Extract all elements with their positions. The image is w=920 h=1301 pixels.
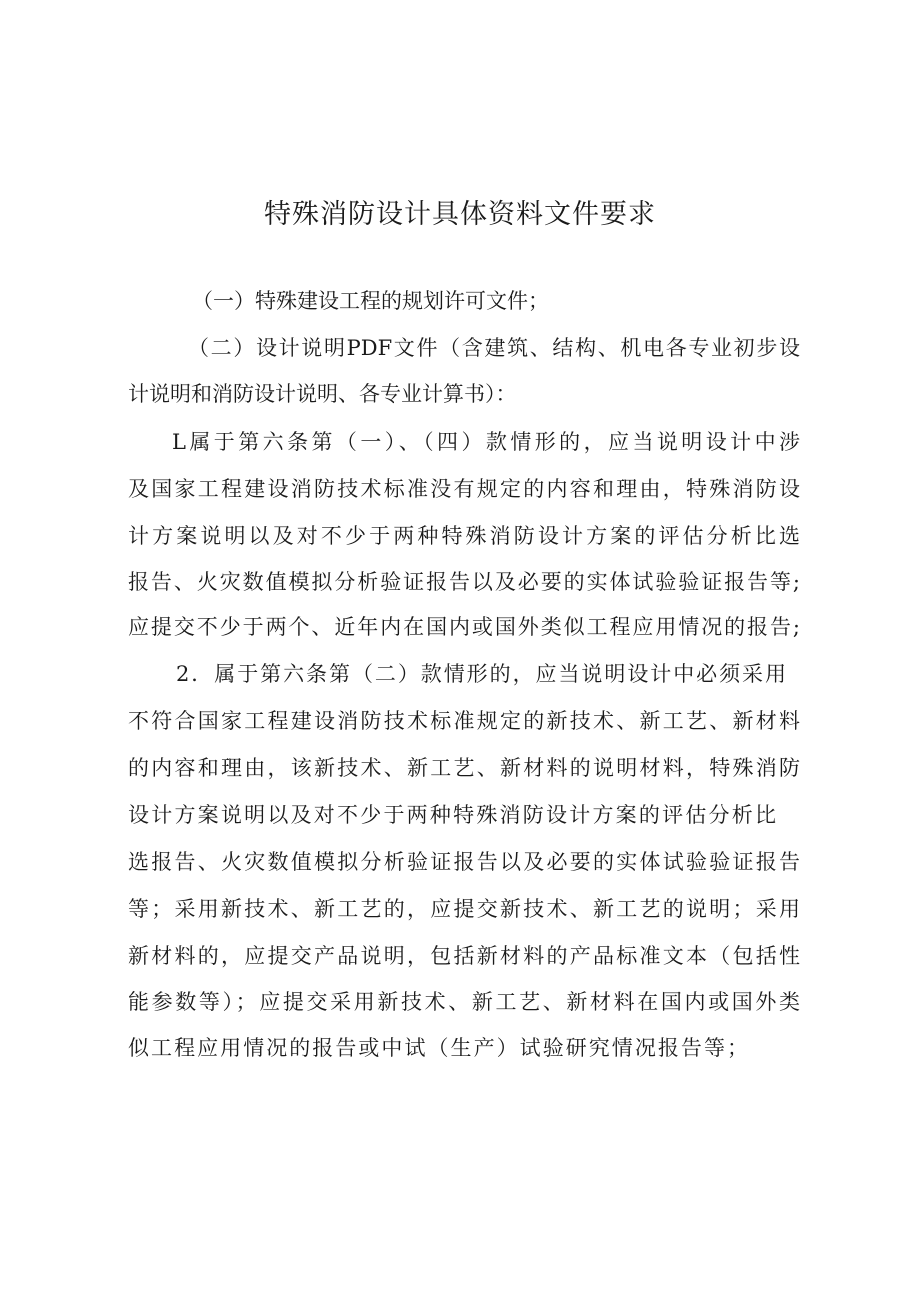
clause-2-line-7: 新材料的，应提交产品说明，包括新材料的产品标准文本（包括性 bbox=[128, 944, 800, 968]
clause-2-line-4: 设计方案说明以及对不少于两种特殊消防设计方案的评估分析比 bbox=[128, 803, 776, 827]
item-planning-permit: （一）特殊建设工程的规划许可文件； bbox=[192, 289, 549, 313]
clause-1-line-3: 计方案说明以及对不少于两种特殊消防设计方案的评估分析比选 bbox=[128, 524, 800, 548]
clause-2-line-2: 不符合国家工程建设消防技术标准规定的新技术、新工艺、新材料 bbox=[128, 709, 800, 733]
clause-1-line-5: 应提交不少于两个、近年内在国内或国外类似工程应用情况的报告; bbox=[128, 615, 800, 639]
clause-1-line-4: 报告、火灾数值模拟分析验证报告以及必要的实体试验验证报告等; bbox=[128, 570, 800, 594]
clause-2-line-9: 似工程应用情况的报告或中试（生产）试验研究情况报告等； bbox=[128, 1036, 748, 1060]
item-design-description-line-1: （二）设计说明PDF文件（含建筑、结构、机电各专业初步设 bbox=[188, 336, 800, 360]
clause-2-line-1: 2．属于第六条第（二）款情形的，应当说明设计中必须采用 bbox=[176, 662, 786, 686]
page-title: 特殊消防设计具体资料文件要求 bbox=[264, 199, 656, 230]
clause-1-line-2: 及国家工程建设消防技术标准没有规定的内容和理由，特殊消防设 bbox=[128, 477, 800, 501]
clause-2-line-8: 能参数等）；应提交采用新技术、新工艺、新材料在国内或国外类 bbox=[128, 990, 800, 1014]
clause-2-line-5: 选报告、火灾数值模拟分析验证报告以及必要的实体试验验证报告 bbox=[128, 850, 800, 874]
clause-2-line-6: 等；采用新技术、新工艺的，应提交新技术、新工艺的说明；采用 bbox=[128, 897, 800, 921]
item-design-description-line-2: 计说明和消防设计说明、各专业计算书）： bbox=[128, 382, 517, 406]
clause-1-line-1: L属于第六条第（一）、（四）款情形的，应当说明设计中涉 bbox=[172, 430, 800, 454]
clause-2-line-3: 的内容和理由，该新技术、新工艺、新材料的说明材料，特殊消防 bbox=[128, 756, 800, 780]
